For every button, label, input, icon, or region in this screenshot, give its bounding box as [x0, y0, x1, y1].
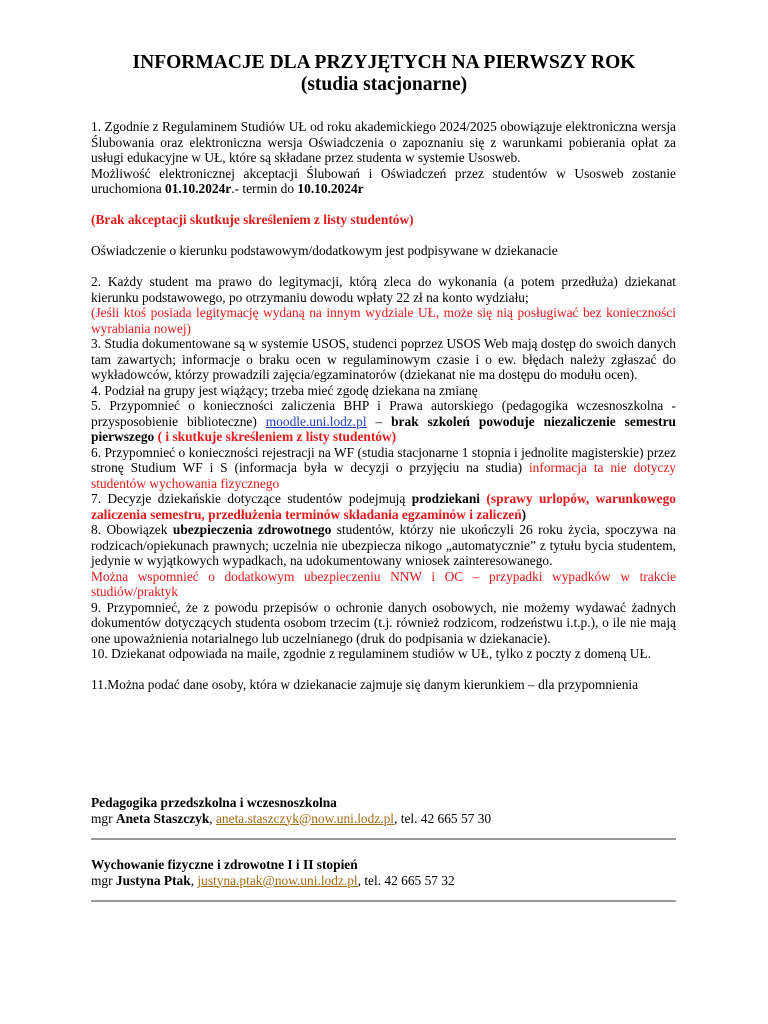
contact-line: mgr Justyna Ptak, justyna.ptak@now.uni.lodz.pl, tel. 42 665 57 32	[91, 872, 455, 888]
start-date: 01.10.2024r	[165, 181, 232, 196]
paragraph-2: 2. Każdy student ma prawo do legitymacji, którą zleca do wykonania (a potem przedłuża) dziekanat kierunku podstawowego, po otrzymaniu dowodu wpłaty 22 zł na konto wydziału; (Jeśli ktoś posiada legitymację wydaną na innym wydziale UŁ, może się nią posługiwać bez konieczności wyrabiania nowej)	[91, 274, 676, 336]
paragraph-11: 11.Można podać dane osoby, która w dziekanacie zajmuje się danym kierunkiem – dla przypomnienia	[91, 677, 639, 692]
contacts-section	[91, 795, 676, 919]
title-line-2: (studia stacjonarne)	[300, 74, 468, 95]
acceptance-warning: (Brak akceptacji skutkuje skreśleniem z listy studentów)	[91, 212, 414, 227]
contact-email-link[interactable]: aneta.staszczyk@now.uni.lodz.pl	[215, 810, 395, 826]
paragraph-10: 10. Dziekanat odpowiada na maile, zgodnie z regulaminem studiów w UŁ, tylko z poczty z domeną UŁ.	[91, 646, 652, 661]
contact-name: Justyna Ptak	[115, 872, 191, 888]
paragraph-4: 4. Podział na grupy jest wiążący; trzeba mieć zgodę dziekana na zmianę	[91, 382, 478, 398]
moodle-link[interactable]: moodle.uni.lodz.pl	[265, 413, 367, 429]
paragraph-2-note: (Jeśli ktoś posiada legitymację wydaną na innym wydziale UŁ, może się nią posługiwać bez konieczności wyrabiania nowej)	[91, 305, 676, 336]
contact-phone: , tel. 42 665 57 32	[357, 872, 455, 888]
contact-phone: , tel. 42 665 57 30	[394, 810, 492, 826]
end-date: 10.10.2024r	[297, 181, 364, 196]
contact-program: Pedagogika przedszkolna i wczesnoszkolna	[91, 795, 337, 810]
contact-name: Aneta Staszczyk	[115, 810, 210, 826]
contact-line: mgr Aneta Staszczyk, aneta.staszczyk@now.uni.lodz.pl, tel. 42 665 57 30	[91, 810, 492, 826]
paragraph-9: 9. Przypomnieć, że z powodu przepisów o ochronie danych osobowych, nie możemy wydawać żadnych dokumentów dotyczących studenta osobom trzecim (t.j. również rodzicom, rodzeństwu i.t.p.), o ile nie mają one upoważnienia notarialnego lub uczelnianego (druk do podpisania w dziekanacie).	[91, 599, 676, 646]
declaration-note: Oświadczenie o kierunku podstawowym/dodatkowym jest podpisywane w dziekanacie	[91, 243, 558, 258]
title-line-1: INFORMACJE DLA PRZYJĘTYCH NA PIERWSZY ROK	[132, 52, 636, 73]
divider	[91, 838, 676, 840]
page-title	[0, 52, 768, 96]
main-content	[91, 119, 676, 693]
contact-email-link[interactable]: justyna.ptak@now.uni.lodz.pl	[197, 872, 358, 888]
paragraph-3: 3. Studia dokumentowane są w systemie USOS, studenci poprzez USOS Web mają dostęp do swoich danych tam zawartych; informacje o braku ocen w regulaminowym czasie i o ew. błędach należy zgłaszać do wykładowców, którzy prowadzili zajęcia/egzaminatorów (dziekanat nie ma dostępu do modułu ocen).	[91, 336, 676, 382]
paragraph-8: 8. Obowiązek ubezpieczenia zdrowotnego studentów, którzy nie ukończyli 26 roku życia, spoczywa na rodzicach/opiekunach prawnych; uczelnia nie ubezpiecza nikogo „automatycznie” z tytułu bycia studentem, jedynie w wyjątkowych wypadkach, na udokumentowany wniosek zainteresowanego. Można wspomnieć o dodatkowym ubezpieczeniu NNW i OC – przypadki wypadków w trakcie studiów/praktyk	[91, 522, 676, 599]
paragraph-7: 7. Decyzje dziekańskie dotyczące studentów podejmują prodziekani (sprawy urlopów, warunkowego zaliczenia semestru, przedłużenia terminów składania egzaminów i zaliczeń)	[91, 491, 676, 522]
contact-block	[91, 795, 676, 826]
paragraph-8-note: Można wspomnieć o dodatkowym ubezpieczeniu NNW i OC – przypadki wypadków w trakcie studiów/praktyk	[91, 568, 676, 599]
paragraph-5: 5. Przypomnieć o konieczności zaliczenia BHP i Prawa autorskiego (pedagogika wczesnoszkolna - przysposobienie biblioteczne) moodle.uni.lodz.pl – brak szkoleń powoduje niezaliczenie semestru pierwszego ( i skutkuje skreśleniem z listy studentów)	[91, 398, 676, 444]
paragraph-6: 6. Przypomnieć o konieczności rejestracji na WF (studia stacjonarne 1 stopnia i jednolite magisterskie) przez stronę Studium WF i S (informacja była w decyzji o przyjęciu na studia) informacja ta nie dotyczy studentów wychowania fizycznego	[91, 444, 676, 491]
divider	[91, 900, 676, 902]
contact-program: Wychowanie fizyczne i zdrowotne I i II stopień	[91, 857, 358, 872]
contact-block	[91, 857, 676, 888]
paragraph-1: 1. Zgodnie z Regulaminem Studiów UŁ od roku akademickiego 2024/2025 obowiązuje elektroniczna wersja Ślubowania oraz elektroniczna wersja Oświadczenia o zapoznaniu się z warunkami pobierania opłat za usługi edukacyjne w UŁ, które są składane przez studenta w systemie Usosweb. Możliwość elektronicznej akceptacji Ślubowań i Oświadczeń przez studentów w Usosweb zostanie uruchomiona 01.10.2024r.- termin do 10.10.2024r	[91, 119, 676, 196]
